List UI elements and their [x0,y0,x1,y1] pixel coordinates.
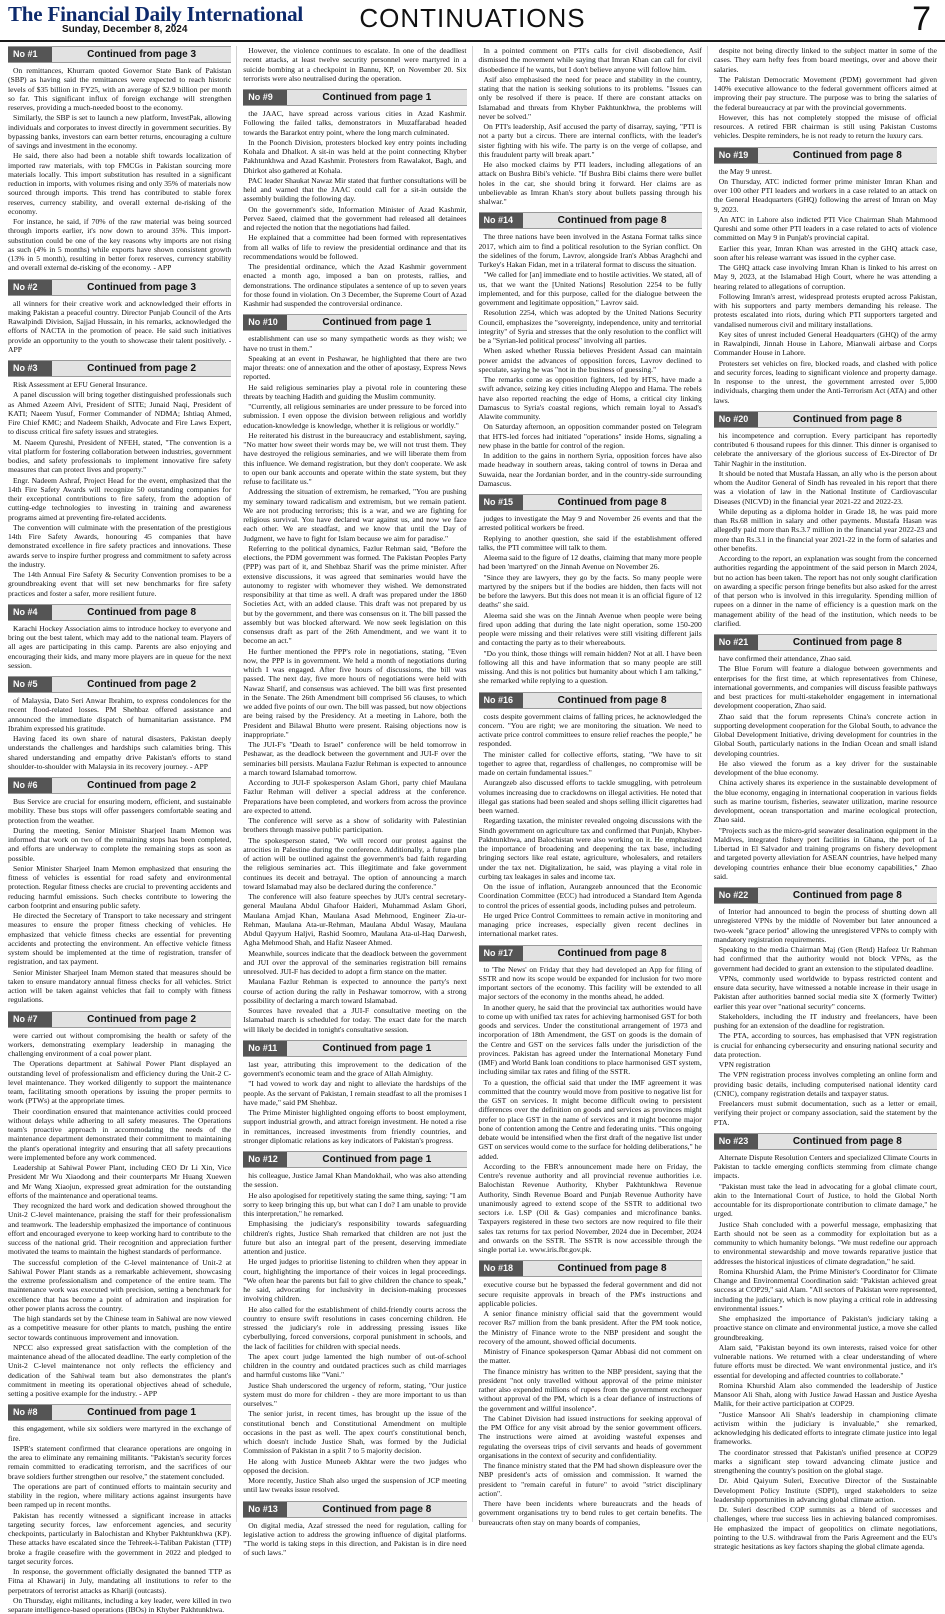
paragraph: More recently, Justice Shah also urged the suspension of JCP meeting until law tweaks issue resolved. [243,1476,467,1495]
paragraph: "We called for [an] immediate end to hostile activities. We stated, all of us, that we want the [United Nations] Resolution 2254 to be fully implemented, and for this purpose, called for the dialogue between the government and legitimate opposition," Lavrov said. [478,270,702,307]
paragraph: "Currently, all religious seminaries are under pressure to be forced into submission. I even oppose the division between religious and worldly education-knowledge is knowledge, whether it is religious or worldly." [243,402,467,430]
continued-from-label: Continued from page 8 [792,1135,902,1147]
paragraph: However, the violence continues to escalate. In one of the deadliest recent attacks, at least twelve security personnel were martyred in a suicide bombing at a checkpoint in Bannu, KP, on November 20. Six terrorists were also neutralised during the operation. [243,46,467,83]
paragraph: He reiterated his distrust in the bureaucracy and establishment, saying, "No matter how sweet their words may be, we will not trust them. They have destroyed the religious seminaries, and we will liberate them from this influence. We demand registration, but they don't cooperate. We ask to open our bank accounts and operate within the state system, but they refuse to facilitate us." [243,430,467,486]
story-header [243,1151,466,1168]
paragraph: On Saturday afternoon, an opposition commander posted on Telegram that HTS-led forces had initiated "operations" inside Homs, signaling a new phase in the battle for control of the region. [478,422,702,450]
story-number: No #2 [8,280,52,295]
masthead [0,0,945,42]
paragraph: VPN registration [718,1060,771,1069]
paragraph: PAC leader Shaukat Nawaz Mir stated that further consultations will be held and warned that the JAAC could call for a sit-in outside the assembly building the following day. [243,175,467,204]
paragraph: He urged Price Control Committees to remain active in monitoring and managing price increases, especially given recent declines in international market rates. [478,910,702,939]
paragraph: Replying to another question, she said if the establishment offered talks, the PTI committee will talk to them. [478,533,702,552]
paragraph: He also viewed the forum as a key driver for the sustainable development of the blue economy. [713,758,937,777]
paragraph: The Blue Forum will feature a dialogue between governments and enterprises for the first time, at which representatives from Chinese, international governments, and companies will discuss feasible pathways and best practices for multi-stakeholder engagement in international development cooperation, Zhao said. [713,664,937,711]
story-body [479,232,702,488]
story-number: No #7 [8,1012,52,1027]
paragraph: Romina Khurshid Alam, the Prime Minister's Coordinator for Climate Change and Environmental Coordination said: "Pakistan achieved great success at COP29," said Alam. "All sectors of Pakistan were represented, including the judiciary, which is now playing a critical role in addressing environmental issues." [713,1266,937,1313]
continued-from-label: Continued from page 1 [322,1042,432,1054]
story-header [714,411,937,428]
story-body [479,712,702,939]
paragraph: On PTI's leadership, Asif accused the party of disarray, saying, "PTI is not a party but a circus. There are internal conflicts, with the leader's sister fighting with his wife. The party is on the verge of collapse, and this fraudulent party will break apart." [478,122,702,159]
paragraph: For instance, he said, if 70% of the raw material was being sourced through imports earlier, it's now down to around 35%. This import-substitution could be one of the key reasons why imports are not rising as such (4% in 5 months) while exports have shown consistent growth (13% in 5 month), resulting in better forex reserves, currency stability and overall external de-risking of the economy. - APP [8,217,232,273]
paragraph: The high standards set by the Chinese team in Sahiwal are now viewed as a competitive measure for other plants to match, pushing the entire sector towards continuous improvement and innovation. [8,1314,232,1342]
page-number: 7 [912,0,931,38]
paragraph: to 'The News' on Friday that they had developed an App for filing of SSTR and now its scope would be expanded for inclusion for two more important sectors of the economy. This facility will be extended to all major sectors of the economy in the months ahead, he added. [478,964,702,1002]
continued-from-label: Continued from page 2 [87,1013,197,1025]
story-number: No #14 [479,213,523,228]
story-number: No #1 [8,47,52,62]
paragraph: On the issue of inflation, Aurangzeb announced that the Economic Coordination Committee (ECC) had introduced a Standard Item Agenda to control the prices of essential goods, including pulses and petroleum. [478,882,702,910]
issue-date: Sunday, December 8, 2024 [62,24,188,35]
paragraph: The senior jurist, in recent times, has brought up the issue of the constitutional bench and Constitutional Amendment on multiple occasions in the past as well. The apex court's constitutional bench, which doesn't include Justice Shah, was formed by the Judicial Commission of Pakistan in a split 7 to 5 majority decision. [243,1409,467,1456]
paragraph: M. Naeem Qureshi, President of NFEH, stated, "The convention is a vital platform for fostering collaboration between industries, government bodies, and safety professionals to implement innovative fire safety measures that can protect lives and property." [8,437,232,475]
paragraph: Aleema said to the figure of 12 deaths, claiming that many more people had been 'martyred' on the Jinnah Avenue on November 26. [478,553,702,572]
paragraph: despite not being directly linked to the subject matter in some of the cases. They earn hefty fees from board meetings, over and above their salaries. [713,46,937,74]
story-body [243,1171,466,1495]
paragraph: The three nations have been involved in the Astana Format talks since 2017, which aim to find a political resolution to the Syrian conflict. On the sidelines of the forum, Lavrov, alongside Iran's Abbas Araghchi and Turkey's Hakan Fidan, met in a trilateral format to discuss the situation. [478,232,702,269]
paragraph: Regarding taxation, the minister revealed ongoing discussions with the Sindh government on agriculture tax and confirmed that Punjab, Khyber-Pakhtunkhwa, and Balochistan were also working on it. He emphasized the importance of broadening and deepening the tax base, including bringing sectors like real estate, agriculture, wholesalers, and retailers under the tax net. Digitalization, he said, was playing a vital role in curbing tax leakages in sales and income tax. [478,816,702,881]
story-header [8,279,231,296]
paragraph: The conference will serve as a show of solidarity with Palestinian brothers through massive public participation. [243,816,467,835]
paragraph: The presidential ordinance, which the Azad Kashmir government enacted a month ago, imposed a ban on protests, rallies, and demonstrations. The ordinance stipulates a sentence of up to seven years for those found in violation. On 3 December, the Supreme Court of Azad Kashmir had suspended the controversial ordinance. [243,262,467,308]
paragraph: Alam said, "Pakistan beyond its own interests, raised voice for other vulnerable nations. We returned with a clear understanding of where future efforts must be directed. We want environmental justice, and it's essential for developing and affected countries to collaborate." [713,1342,937,1380]
story-header [8,777,231,794]
continuation-story [714,634,937,881]
paragraph: Following Imran's arrest, widespread protests erupted across Pakistan, with his supporters and party members demanding his release. The protests escalated into riots, during which PTI supporters targeted and vandalised numerous civil and military installations. [713,291,937,329]
story-header [479,692,702,709]
paragraph: He also mocked claims by PTI leaders, including allegations of an attack on Bushra Bibi's vehicle. "If Bushra Bibi claims there were bullet holes in the car, she should bring it forward. Her claims are as unbelievable as Imran Khan's story about bullets passing through his shalwar." [478,160,702,206]
paragraph: The GHQ attack case involving Imran Khan is linked to his arrest on May 9, 2023, at the Islamabad High Court, where he was attending a hearing related to allegations of corruption. [713,263,937,291]
story-header [8,604,231,621]
continued-from-label: Continued from page 8 [792,637,902,648]
paragraph: judges to investigate the May 9 and November 26 events and that the arrested political workers be freed. [478,514,702,533]
paragraph: The Operations department at Sahiwal Power Plant displayed an outstanding level of professionalism and efficiency during the Unit-2 C-level maintenance. They worked diligently to support the maintenance team, facilitating smooth operations by issuing the proper permits to work (PTWs) at the appropriate times. [8,1059,232,1106]
paragraph: The Pakistan Democratic Movement (PDM) government had given 140% executive allowance to the federal government officers aimed at improving their pay structure. The purpose was to bring the salaries of the federal bureaucracy at par with the provincial governments. [713,74,937,112]
story-number: No #8 [8,1405,52,1420]
paragraph: He also called for the establishment of child-friendly courts across the country to ensure swift resolutions in cases concerning children. He stressed the judiciary's role in addressing pressing issues like cyberbullying, forced conversions, corporal punishment in schools, and the lack of facilities for children with special needs. [243,1304,467,1351]
story-number: No #23 [714,1134,758,1149]
story-number: No #19 [714,148,758,163]
story-header [714,634,937,651]
continuation-story [479,494,702,686]
continued-from-label: Continued from page 8 [87,606,197,618]
paragraph: On digital media, Azaf stressed the need for regulation, calling for legislative action to address the growing influence of digital platforms. "The world is taking steps in this direction, and Pakistan is in dire need of such laws." [243,1520,467,1558]
story-number: No #16 [479,693,523,708]
story-number: No #5 [8,677,52,692]
paragraph: ISPR's statement confirmed that clearance operations are ongoing in the area to eliminate any remaining militants. "Pakistan's security forces remain committed to eradicating terrorism, and the sacrifices of our brave soldiers further strengthen our resolve," the statement concluded. [8,1443,232,1481]
story-body [714,167,937,405]
continuation-story [243,1040,466,1145]
story-header [8,46,231,63]
continued-from-label: Continued from page 8 [792,413,902,425]
continued-from-label: Continued from page 8 [322,1503,432,1515]
paragraph: "Do you think, those things will remain hidden? Not at all. I have been following all this and have information that so many people are still missing. And this is not politics but humanity about which I am talking," she remarked while replying to a question. [478,648,702,686]
paragraph: The PTA, according to sources, has emphasised that VPN registration is crucial for enhancing cybersecurity and ensuring national security and data protection. [713,1031,937,1059]
story-body [243,1521,466,1558]
story-body [8,66,231,273]
continued-from-label: Continued from page 1 [322,1154,432,1165]
paragraph: The minister called for collective efforts, stating, "We have to sit together to agree that, regardless of challenges, no compromise will be made on certain fundamental issues." [478,749,702,777]
paragraph: The spokesperson stated, "We will record our protest against the atrocities in Palestine during the conference. Additionally, a future plan of action will be outlined against the government's bad faith regarding the religious seminaries act. This illegitimate and fake government continues its deceit and betrayal. The option of announcing a march toward Islamabad may also be declared during the conference." [243,835,467,891]
paragraph: The apex court judge lamented the high number of out-of-school children in the country and outdated practices such as child marriages and harmful customs like "Vani." [243,1351,467,1380]
paragraph: They recognized the hard work and dedication showed throughout the Unit-2 C-level maintenance, praising the staff for their professionalism and teamwork. The leadership emphasized the importance of continuous effort and encouraged everyone to keep working hard to contribute to the success of the national grid. Their recognition and appreciation further motivated the teams to maintain the highest standards of performance. [8,1201,232,1257]
paragraph: The JUI-F's "Death to Israel" conference will be held tomorrow in Peshawar, as the deadlock between the government and JUI-F over the seminaries bill persists. Maulana Fazlur Rehman is expected to announce a march toward Islamabad tomorrow. [243,740,467,777]
continuation-story [8,777,231,1005]
continuation-story [479,945,702,1255]
paragraph: Having faced its own share of natural disasters, Pakistan deeply understands the challenges and hardships such calamities bring. This shared understanding and empathy drive Pakistan's efforts to stand shoulder-to-shoulder with Malaysia in its recovery journey. - APP [8,734,232,771]
continuation-story [243,46,466,83]
paragraph: Earlier this year, Imran Khan was arrested in the GHQ attack case, soon after his release warrant was issued in the cypher case. [713,243,937,262]
paragraph: In another query, he said that the provincial tax authorities would have to come up with unified tax rates for achieving harmonised GST for both goods and services. Under the constitutional arrangement of 1973 and incorporation of 18th Amendment, the GST on goods is the domain of the Centre and GST on the services falls under the jurisdiction of the provinces. Pakistan has agreed under the International Monetary Fund (IMF) and World Bank loan conditions to place harmonised GST system, including similar tax rates and filing of the SSTR. [478,1002,702,1077]
paragraph: A senior finance ministry official said that the government would recover Rs7 million from the bank president. After the PM took notice, the Ministry of Finance wrote to the NBP president and sought the recovery of the amount, showed official documents. [478,1309,702,1346]
paragraph: He explained that a committee had been formed with representatives from all walks of life to review the presidential ordinance and that its recommendations would be followed. [243,233,467,261]
paragraph: Karachi Hockey Association aims to introduce hockey to everyone and bring out the best talent, which may add to the national team. Players of all ages are participating in this camp. Parents are also enjoying and encouraging their kids, and many more players are in queue for the next session. [8,623,232,670]
paragraph: He also apologised for repetitively stating the same thing, saying: "I am sorry to keep bringing this up, but what can I do? I am unable to provide this interpretation," he remarked. [243,1190,467,1218]
paragraph: The operations are part of continued efforts to maintain security and stability in the region, where military actions against insurgents have been ramped up in recent months. [8,1481,232,1510]
paragraph: Alternate Dispute Resolution Centers and specialized Climate Courts in Pakistan to tackle emerging conflicts stemming from climate change impacts. [713,1152,937,1181]
continuation-story [714,411,937,628]
paragraph: all winners for their creative work and acknowledged their efforts in making Pakistan a peaceful country. Director Punjab Council of the Arts Rawalpindi Division, Sajjad Hussain, in his remarks, acknowledged the efforts of NACTA in the promotion of peace. He said such initiatives provide an opportunity to the youth to showcase their talent positively. - APP [8,298,232,354]
column [8,46,237,1614]
paragraph: While deputing as a diploma holder in Grade 18, he was paid more than Rs.68 million in salary and other payments. Mustafa Hasan was allegedly paid more than Rs.3.7 million in the financial year 2022-23 and more than Rs.3.1 in the financial year 2021-22 in the form of salaries and other benefits. [713,506,937,553]
paragraph: Protesters set vehicles on fire, blocked roads, and clashed with police and security forces, leading to significant violence and property damage. In response to the unrest, the government arrested over 5,000 individuals, charging them under the Anti-Terrorism Act (ATA) and other laws. [713,358,937,405]
paragraph: Justice Shah underscored the urgency of reform, stating, "Our justice system must do more for children - they are more important to us than ourselves." [243,1380,467,1408]
continued-from-label: Continued from page 8 [557,1263,667,1275]
continuation-story [8,279,231,355]
paragraph: this engagement, while six soldiers were martyred in the exchange of fire. [8,1424,232,1443]
story-body [479,1280,702,1527]
story-header [243,314,466,331]
paragraph: China actively shares its experience in the sustainable development of the blue economy, engaging in international cooperation in various fields such as marine tourism, fisheries, seawater utilization, marine resource development, ocean transportation and marine ecological protection, Zhao said. [713,778,937,825]
paragraph: "Since they are lawyers, they go by the facts. So many people were martyred by the snipers but if the bodies are hidden, then facts will not be before the lawyers. But this does not mean it is an official figure of 12 deaths" she said. [478,572,702,610]
story-body [8,1031,231,1399]
continued-from-label: Continued from page 1 [322,317,432,329]
story-body [714,46,937,141]
continued-from-label: Continued from page 8 [792,149,902,161]
story-number: No #4 [8,605,52,620]
story-body [714,1153,937,1552]
story-header [8,1011,231,1028]
story-body [479,46,702,206]
continued-from-label: Continued from page 3 [87,49,197,60]
paragraph: the JAAC, have spread across various cities in Azad Kashmir. Following the failed talks, demonstrators in Muzaffarabad headed towards the Bararkot entry point, where the long march culminated. [243,109,467,137]
story-body [243,334,466,1034]
continuation-story [243,89,466,308]
paragraph: He said, there also had been a notable shift towards localization of imported raw materials, with top FMCGs in Pakistan sourcing more materials locally. This import substitution has resulted in a significant reduction in imports, with volumes rising and only 35% of materials now sourced through imports. This trend has contributed to stable forex reserves, currency stability, and overall external de-risking of the economy. [8,151,232,216]
paragraph: She emphasized the importance of Pakistan's judiciary taking a proactive stance on climate and environmental justice, a move she called groundbreaking. [713,1314,937,1342]
paragraph: There have been incidents where bureaucrats and the heads of government organisations try to bend rules to get certain benefits. The bureaucrats often stay on many boards of companies, [478,1499,702,1527]
story-body [714,431,937,628]
continuation-story [243,1151,466,1495]
paragraph: He directed the Secretary of Transport to take necessary and stringent measures to ensure the proper fitness checking of vehicles. He emphasized that vehicle fitness checks are essential for preventing accidents and protecting the environment. An effective vehicle fitness system should be implemented at the time of registration, transfer of registration, and tax payment. [8,911,232,967]
continuation-story [243,1501,466,1558]
story-header [479,1260,702,1277]
paragraph: Aurangzeb also discussed efforts to tackle smuggling, with petroleum volumes increasing due to crackdowns on illegal activities. He noted that illegal gas stations had been sealed and shops selling illicit cigarettes had been warned. [478,778,702,815]
paragraph: Senior Minister Sharjeel Inam Memon emphasized that ensuring the fitness of vehicles is essential for road safety and environmental protection. Regular fitness checks are crucial to preventing accidents and reducing harmful emissions. Such checks contribute to lowering the carbon footprint and ensuring public safety. [8,863,232,910]
paragraph: He along with Justice Muneeb Akhtar were the two judges who opposed the decision. [243,1456,467,1475]
story-header [714,887,937,904]
paragraph: Engr. Nadeem Ashraf, Project Head for the event, emphasized that the 14th Fire Safety Awards will recognize 50 outstanding companies for their exceptional contributions to fire safety, from the adoption of cutting-edge technologies to investing in training and awareness programs aimed at preventing fire-related accidents. [8,475,232,522]
paragraph: On Thursday, eight militants, including a key leader, were killed in two separate intelligence-based operations (IBOs) in Khyber Pakhtunkhwa. [8,1595,232,1614]
paragraph: When asked whether Russia believes President Assad can maintain power amidst the advances of opposition forces, Lavrov declined to speculate, saying he was "not in the business of guessing." [478,346,702,374]
paragraph: The finance ministry stated that the PM had shown displeasure over the NBP president's acts of omission and commission. It warned the president to "remain careful in future" to avoid "strict disciplinary action". [478,1461,702,1498]
story-number: No #9 [243,90,287,105]
story-body [8,797,231,1005]
paragraph: have confirmed their attendance, Zhao said. [718,654,852,663]
paragraph: Emphasising the judiciary's responsibility towards safeguarding children's rights, Justice Shah remarked that children are not just the future but also an integral part of the present, deserving immediate attention and justice. [243,1219,467,1256]
story-header [8,1404,231,1421]
paragraph: The VPN registration process involves completing an online form and providing basic details, including computerised national identity card (CNIC), company registration details and taxpayer status. [713,1070,937,1098]
paragraph: To a question, the official said that under the IMF agreement it was committed that the country would move from positive to negative list for the GST on services. It might become difficult owing to persistent differences over the definition on goods and services as provinces might prefer to place GST in the name of services and it might become major bone of contention among the Centre and federating units. "This ongoing debate would be intensified when the first draft of the negative list under GST on services would come to the surface for holding deliberations," he added. [478,1077,702,1161]
continued-from-label: Continued from page 8 [792,890,902,901]
story-number: No #6 [8,778,52,793]
story-number: No #22 [714,888,758,903]
story-header [243,1501,466,1518]
paragraph: An ATC in Lahore also indicted PTI Vice Chairman Shah Mahmood Qureshi and some other PTI leaders in a case related to acts of violence committed on May 9 in Punjab's provincial capital. [713,214,937,243]
paragraph: The successful completion of the C-level maintenance of Unit-2 at Sahiwal Power Plant stands as a remarkable achievement, showcasing the extreme professionalism and competence of the entire team. The maintenance work was executed with precision, setting a benchmark for excellence that has become a point of admiration and inspiration for other power plants across the country. [8,1257,232,1313]
paragraph: Leadership at Sahiwal Power Plant, including CEO Dr Li Xin, Vice President Mr Wu Xiaodong and their counterparts Mr Huang Xuewen and Mr Wang Xiaojun, expressed great admiration for the outstanding efforts of the maintenance and operational teams. [8,1163,232,1200]
paragraph: "Projects such as the micro-grid seawater desalination equipment in the Maldives, integrated fishery port facilities in Ghana, the port of La Libertad in El Salvador and training programs on fishery development and targeted poverty alleviation for ASEAN countries, have helped many developing countries enhance their blue economy capabilities," Zhao said. [713,825,937,881]
continued-from-label: Continued from page 2 [87,363,197,374]
paragraph: were carried out without compromising the health or safety of the workers, demonstrating exemplary leadership in managing the challenging environment of a coal power plant. [8,1030,232,1058]
paragraph: On remittances, Khurram quoted Governor State Bank of Pakistan (SBP) as having said the remittances were expected to reach historic levels of $35 billion in FY25, with an average of $2.9 billion per month so far. This significant influx of foreign exchange will strengthen reserves, providing a much-needed boost to the economy. [8,66,232,112]
continued-from-label: Continued from page 2 [87,780,197,791]
paragraph: Bus Service are crucial for ensuring modern, efficient, and sustainable mobility. These bus stops will offer passengers comfortable seating and protection from the weather. [8,797,232,825]
continuation-story [714,46,937,141]
paragraph: He urged judges to prioritise listening to children when they appear in court, highlighting the importance of their voices in legal proceedings. "We often hear the parents but fail to give children the chance to speak," he said, advocating for inclusivity in decision-making processes involving children. [243,1257,467,1304]
paragraph: VPNs, commonly used worldwide to bypass restricted content and ensure data security, have witnessed a notable increase in their usage in Pakistan after authorities banned social media site X (formerly Twitter) earlier this year over "national security" concerns. [713,973,937,1011]
paragraph: According to the FBR's announcement made here on Friday, the Centre's revenue authority and all provincial revenue authorities i.e. Balochistan Revenue Authority, Khyber Pakhtunkhwa Revenue Authority, Sindh Revenue Board and Punjab Revenue Authority have unanimously agreed to extend scope of the SSTR to additional two sectors i.e. LSP (Oil & Gas) companies and microfinance banks. Taxpayers registered in these two sectors are now required to file their sales tax returns for tax period November, 2024 due in December, 2024 and onwards on the SSTR. The SSTR is now accessible through the single portal i.e. www.iris.fbr.gov.pk. [478,1161,702,1254]
paragraph: of Malaysia, Dato Seri Anwar Ibrahim, to express condolences for the recent flood-related losses. PM Shehbaz offered assistance and announced the immediate dispatch of humanitarian assistance. PM Ibrahim expressed his gratitude. [8,696,232,733]
paragraph: In a pointed comment on PTI's calls for civil disobedience, Asif dismissed the movement while saying that Imran Khan can call for civil disobedience if he wants, but I don't believe anyone will follow him. [478,46,702,74]
story-header [243,1040,466,1057]
paragraph: Dr. Suleri described COP summits as a blend of successes and challenges, where true success lies in achieving balanced compromises. He emphasized the impact of geopolitics on climate negotiations, pointing to the U.S. withdrawal from the Paris Agreement and the EU's strategic hesitations as key factors shaping the global climate agenda. [713,1505,937,1551]
story-body [243,109,466,308]
paragraph: In response, the government officially designated the banned TTP as Fitna al Khawarij in July, mandating all institutions to refer to the perpetrators of terrorist attacks as Khariji (outcasts). [8,1567,232,1595]
paragraph: Similarly, the SBP is set to launch a new platform, InvestPak, allowing individuals and corporates to invest directly in government securities. By bypassing banks, investors can earn better returns, encouraging a culture of savings and investment in the economy. [8,113,232,150]
paragraph: Addressing the situation of extremism, he remarked, "You are pushing my seminary toward radicalism and extremism, but we remain patient. We are not producing terrorists; this is a war, and we are fighting for religious survival. You have declared war against us, and now we face each other. We are steadfast, and we know that until the Day of Judgment, we have to fight for Islam because we aim for paradise." [243,487,467,543]
column [713,46,937,1551]
story-header [479,494,702,511]
paper-name[interactable]: The Financial Daily International [8,2,304,26]
story-body [714,907,937,1127]
paragraph: Dr. Abid Qaiyum Suleri, Executive Director of the Sustainable Development Policy Institute (SDPI), urged stakeholders to seize leadership opportunities in advancing global climate action. [713,1476,937,1504]
paragraph: On Thursday, ATC indicted former prime minister Imran Khan and over 100 other PTI leaders and workers in a case related to an attack on the General Headquarters (GHQ) following the arrest of Imran on May 9, 2023. [713,176,937,214]
paragraph: establishment can use so many sympathetic words as they wish; we have no trust in them." [243,334,467,353]
story-header [243,89,466,106]
story-header [479,945,702,962]
continuation-story [714,1133,937,1552]
paragraph: Asif also emphasised the need for peace and stability in the country, stating that the nation is seeking solutions to its problems. "Issues can only be resolved if there is peace. If there are constant attacks on Islamabad and threats from Khyber Pakhtunkhwa, the problems will never be solved." [478,74,702,121]
story-body [8,1424,231,1614]
continued-from-label: Continued from page 2 [87,679,197,690]
paragraph: Their coordination ensured that maintenance activities could proceed without delays while adhering to all safety measures. The Operations team's proactive approach in accommodating the needs of the maintenance department demonstrated their commitment to maintaining the plant's operational integrity and ensuring that all safety precautions were implemented before any work commenced. [8,1106,232,1162]
continuation-story [8,604,231,670]
paragraph: Meanwhile, sources indicate that the deadlock between the government and JUI over the approval of the seminaries registration bill remains unresolved. JUI-F has decided to adopt a firm stance on the matter. [243,948,467,976]
paragraph: Freelancers must submit documentation, such as a letter or email, verifying their project or company association, said the statement by the PTA. [713,1099,937,1127]
paragraph: Justice Shah concluded with a powerful message, emphasizing that Earth should not be seen as a commodity for exploitation but as a community to which humanity belongs. "We must redefine our approach to environmental stewardship and move towards reparative justice that addresses the historical injustices of climate degradation," he said. [713,1219,937,1266]
paragraph: The Cabinet Division had issued instructions for seeking approval of the PM Office for any visit abroad by the senior government officers. The instructions were aimed at avoiding wasteful expenses and regulating the overseas trips of civil servants and heads of government organisations in the context of security and confidentiality. [478,1413,702,1460]
continuation-story [714,887,937,1127]
continued-from-label: Continued from page 8 [557,497,667,508]
paragraph: Zhao said that the forum represents China's concrete action in supporting development cooperation for the Global South, to advance the Global Development Initiative, driving development for countries in the Global South, particularly nations in the Indian Ocean and small island developing countries. [713,711,937,758]
story-number: No #11 [243,1041,287,1056]
paragraph: During the meeting, Senior Minister Sharjeel Inam Memon was informed that work on two of the remaining stops has been completed, and efforts are underway to complete the remaining stops as soon as possible. [8,825,232,863]
story-number: No #13 [243,1502,287,1517]
continuation-story [479,1260,702,1527]
paragraph: On the government's side, Information Minister of Azad Kashmir, Pervez Saeed, claimed that the government had released all detainees and rejected the notion that the negotiations had failed. [243,204,467,232]
paragraph: Referring to the political dynamics, Fazlur Rehman said, "Before the elections, the PDM government was formed. The Pakistan Peoples Party (PPP) was part of it, and Shehbaz Sharif was the prime minister. After extensive discussions, it was agreed that seminaries would have the autonomy to register with whomever they wished. We demonstrated responsibility at that time as well. A draft was prepared under the 1860 Societies Act, with an added clause. This draft was not prepared by us but by the government, and there was consensus on it. The bill passed the assembly but was blocked afterward. We now seek legislation on this consensus draft as part of the 26th Amendment, and we want it to become an act." [243,543,467,646]
continued-from-label: Continued from page 8 [557,947,667,959]
continued-from-label: Continued from page 1 [322,92,432,103]
paragraph: of Interior had announced to begin the process of shutting down all unregistered VPNs by the middle of November but later announced a two-week "grace period" allowing the unregistered VPNs to comply with mandatory registration requirements. [713,907,937,944]
paragraph: "I had vowed to work day and night to alleviate the hardships of the people. As the servant of Pakistan, I remain steadfast to all the promises I have made," said PM Shehbaz. [243,1079,467,1107]
story-number: No #18 [479,1261,523,1276]
story-body [8,696,231,771]
continuation-story [8,676,231,771]
paragraph: Pakistan has recently witnessed a significant increase in attacks targeting security forces, law enforcement agencies, and security checkpoints, particularly in Balochistan and Khyber Pakhtunkhwa (KP). These attacks have escalated since the Tehreek-i-Taliban Pakistan (TTP) broke a fragile ceasefire with the government in 2022 and pledged to target security forces. [8,1510,232,1566]
story-header [8,676,231,693]
continuation-story [479,692,702,939]
paragraph: The 14th Annual Fire Safety & Security Convention promises to be a groundbreaking event that will set new benchmarks for fire safety practices and foster a safer, more resilient future. [8,570,232,598]
column [478,46,708,1527]
paragraph: The coordinator stressed that Pakistan's unified presence at COP29 marks a significant step toward advancing climate justice and strengthening the country's position on the global stage. [713,1447,937,1475]
paragraph: Stakeholders, including the IT industry and freelancers, have been pushing for an extension of the deadline for registration. [713,1011,937,1030]
paragraph: The remarks come as opposition fighters, led by HTS, have made a swift advance, seizing key cities including Aleppo and Hama. The rebels have also reported reaching the edge of Homs, a critical city linking Damascus to Syria's coastal regions, which remain loyal to Assad's Alawite community. [478,375,702,421]
paragraph: Aleema said she was on the Jinnah Avenue when people were being fired upon adding that during the late night operation, some 150-200 people were missing and their relatives were still visiting different jails and contacting the party as to their whereabouts. [478,610,702,648]
story-body [8,380,231,598]
continuation-story [479,212,702,488]
paragraph: According to the report, an explanation was sought from the concerned authorities regarding the appointment of the said person in March 2024, but no action has been taken. The report has not only sought clarification on awarding a specific person fringe benefits but also asked for the arrest of that person who is involved in this irregularity. Spending million of rupees on a dinner in the name of efficiency is a question mark on the management ability of the head of the institution, which needs to be clarified. [713,554,937,628]
story-body [8,624,231,670]
paragraph: A panel discussion will bring together distinguished professionals such as Ahmed Azeem Alvi, President of SITE; Junaid Naqi, President of KATI; Naeem Yusuf, Former Commander of NDMA; Ishtiaq Ahmed, Fire Chief KMC; and Nadeem Shaikh, Advocate and Fire Laws Expert, to discuss critical fire safety issues and strategies. [8,390,232,437]
paragraph: "Justice Mansoor Ali Shah's leadership in championing climate activism within the judiciary is invaluable," she remarked, acknowledging his dedicated efforts to integrate climate justice into legal frameworks. [713,1409,937,1447]
continuation-story [479,46,702,206]
paragraph: However, this has not completely stopped the misuse of official resources. A retired FBR chairman is still using Pakistan Customs vehicles. Despite reminders, he is not ready to return the luxury cars. [713,112,937,141]
story-header [8,360,231,377]
paragraph: Maulana Fazlur Rehman is expected to announce the party's next course of action during the rally in Peshawar tomorrow, with a strong possibility of declaring a march toward Islamabad. [243,977,467,1005]
paragraph: Risk Assessment at EFU General Insurance. [13,380,148,389]
story-header [479,212,702,229]
story-header [714,1133,937,1150]
paragraph: It should be noted that Mustafa Hassan, an ally who is the person about whom the Auditor General of Sindh has revealed in his report that there was a violation of law in the National Institute of Cardiovascular Diseases (NICVD) in the financial year 2021-22 and 2022-23. [713,468,937,506]
paragraph: He said religious seminaries play a pivotal role in countering these threats by teaching Hadith and guiding the Muslim community. [243,382,467,401]
story-number: No #15 [479,495,523,510]
continuation-story [8,1011,231,1399]
story-body [243,46,466,83]
paragraph: costs despite government claims of falling prices, he acknowledged the concern. "You are right; we are monitoring the situation. We need to activate price control committees to ensure relief reaches the people," he responded. [478,711,702,749]
story-body [714,654,937,881]
paragraph: "Pakistan must take the lead in advocating for a global climate court, akin to the International Court of Justice, to hold the Global North accountable for its disproportionate contribution to climate damage," he urged. [713,1181,937,1219]
paragraph: According to JUI-F spokesperson Aslam Ghori, party chief Maulana Fazlur Rehman will deliver a special address at the conference. Preparations have been completed, and workers from across the province are expected to attend. [243,778,467,815]
paragraph: The conference will also feature speeches by JUI's central secretary-general Maulana Abdul Ghafoor Haideri, Muhammad Aslam Ghori, Maulana Amjad Khan, Maulana Asad Mehmood, Engineer Zia-ur-Rehman, Maulana Ata-ur-Rehman, Maulana Abdul Wasay, Maulana Abdul Qayyum Haljvi, Rashid Soomro, Maulana Ata-ul-Haq Darwesh, Agha Mehmood Shah, and Hafiz Naseer Ahmed. [243,892,467,948]
column [243,46,472,1558]
paragraph: NPCC also expressed great satisfaction with the completion of the maintenance ahead of the allocated deadline. The early completion of the Unit-2 C-level maintenance not only reflects the efficiency and dedication of the Sahiwal team but also demonstrates the plant's commitment in meeting its operational objectives ahead of schedule, setting a positive example for the industry. - APP [8,1342,232,1398]
paragraph: executive course but he bypassed the federal government and did not secure requisite approvals in breach of the PM's instructions and applicable policies. [478,1280,702,1308]
story-number: No #10 [243,315,287,330]
story-body [479,965,702,1255]
paragraph: The convention will culminate with the presentation of the prestigious 14th Fire Safety Awards, honouring 45 companies that have demonstrated excellence in fire safety practices and innovations. These awards serve to inspire further progress and commitment to safety across the industry. [8,522,232,569]
continuation-story [243,314,466,1034]
paragraph: last year, attributing this improvement to the dedication of the government's economic team and the grace of Allah Almighty. [243,1059,467,1078]
story-number: No #12 [243,1152,287,1167]
continuation-story [714,147,937,405]
continued-from-label: Continued from page 8 [557,694,667,706]
continued-from-label: Continued from page 3 [87,281,197,293]
paragraph: Speaking to the media Chairman Maj (Gen (Retd) Hafeez Ur Rahman had confirmed that the authority would not block VPNs, as the government had decided to grant an extension to the stipulated deadline. [713,945,937,973]
paragraph: Key sites of unrest included General Headquarters (GHQ) of the army in Rawalpindi, Jinnah House in Lahore, Mianwali airbase and Corps Commander House in Lahore. [713,329,937,358]
story-number: No #20 [714,412,758,427]
columns-container [8,46,937,1614]
paragraph: his incompetence and corruption. Every participant has reportedly contributed 6 thousand rupees for this dinner. This dinner is organised to celebrate the anniversary of the glorious success of Ex-Director of Dr Tahir Naghir in the institution. [713,430,937,468]
paragraph: Ministry of Finance spokesperson Qamar Abbasi did not comment on the matter. [478,1347,702,1366]
continuation-story [8,360,231,598]
paragraph: In addition to the gains in northern Syria, opposition forces have also made headway in southern areas, taking control of towns in Deraa and Suwaida, near the Jordanian border, and in the country-side surrounding Damascus. [478,451,702,488]
story-body [243,1060,466,1145]
continued-from-label: Continued from page 1 [87,1407,197,1419]
story-body [479,514,702,686]
story-number: No #17 [479,946,523,961]
story-header [714,147,937,164]
paragraph: Senior Minister Sharjeel Inam Memon stated that measures should be taken to ensure mandatory annual fitness checks for all vehicles. Strict action will be taken against vehicles that fail to comply with fitness regulations. [8,967,232,1005]
paragraph: the May 9 unrest. [718,166,772,176]
story-number: No #3 [8,361,52,376]
paragraph: Speaking at an event in Peshawar, he highlighted that there are two major threats: one of annexation and the other of apostasy, Express News reported. [243,353,467,382]
story-number: No #21 [714,635,758,650]
story-body [8,299,231,355]
paragraph: In the Poonch Division, protesters blocked key entry points including Kohala and Dhalkot. A sit-in was held at the point connecting Khyber Pakhtunkhwa and Azad Kashmir. Protesters from Rawalakot, Bagh, and Dhirkot also gathered at Kohala. [243,137,467,175]
paragraph: Resolution 2254, which was adopted by the United Nations Security Council, emphasizes the "sovereignty, independence, unity and territorial integrity" of Syria and stresses that the only resolution to the conflict will be a "Syrian-led political process" involving all parties. [478,308,702,345]
continuation-story [8,1404,231,1614]
paragraph: Sources have revealed that a JUI-F consultative meeting on the Islamabad march is scheduled for today. The exact date for the march will likely be decided in tonight's consultative session. [243,1006,467,1034]
paragraph: Romina Khurshid Alam also commended the leadership of Justice Mansoor Ali Shah, along with Justice Jawad Hassan and Justice Ayesha Malik, for their active participation at COP29. [713,1380,937,1409]
continuation-story [8,46,231,273]
paragraph: his colleague, Justice Jamal Khan Mandokhail, who was also attending the session. [243,1171,467,1190]
paragraph: The finance ministry has written to the NBP president, saying that the president "not only travelled without approval of the prime minister rather also expended millions of rupees from the government exchequer without approval of the PM, which is a clear defiance of instructions of the government and willful insolence". [478,1366,702,1413]
paragraph: He further mentioned the PPP's role in negotiations, stating, "Even now, the PPP is in government. We held a month of negotiations during which I was engaged. After five hours of discussions, the bill was passed. The next day, five more hours of negotiations were held with Nawaz Sharif, and consensus was achieved. The bill was first presented in the Senate. The 26th Amendment bill comprised 56 clauses, to which we added five points of our own. The bill was passed, but now objections are being raised by the Presidency. At a meeting in Lahore, both the President and Bilawal Bhutto were present. Raising objections now is inappropriate." [243,646,467,739]
paragraph: The Prime Minister highlighted ongoing efforts to boost employment, support industrial growth, and attract foreign investment. He noted a rise in remittances, increased investments from friendly countries, and stronger diplomatic relations as key indicators of Pakistan's progress. [243,1108,467,1145]
section-title: CONTINUATIONS [359,3,586,33]
continued-from-label: Continued from page 8 [557,215,667,227]
